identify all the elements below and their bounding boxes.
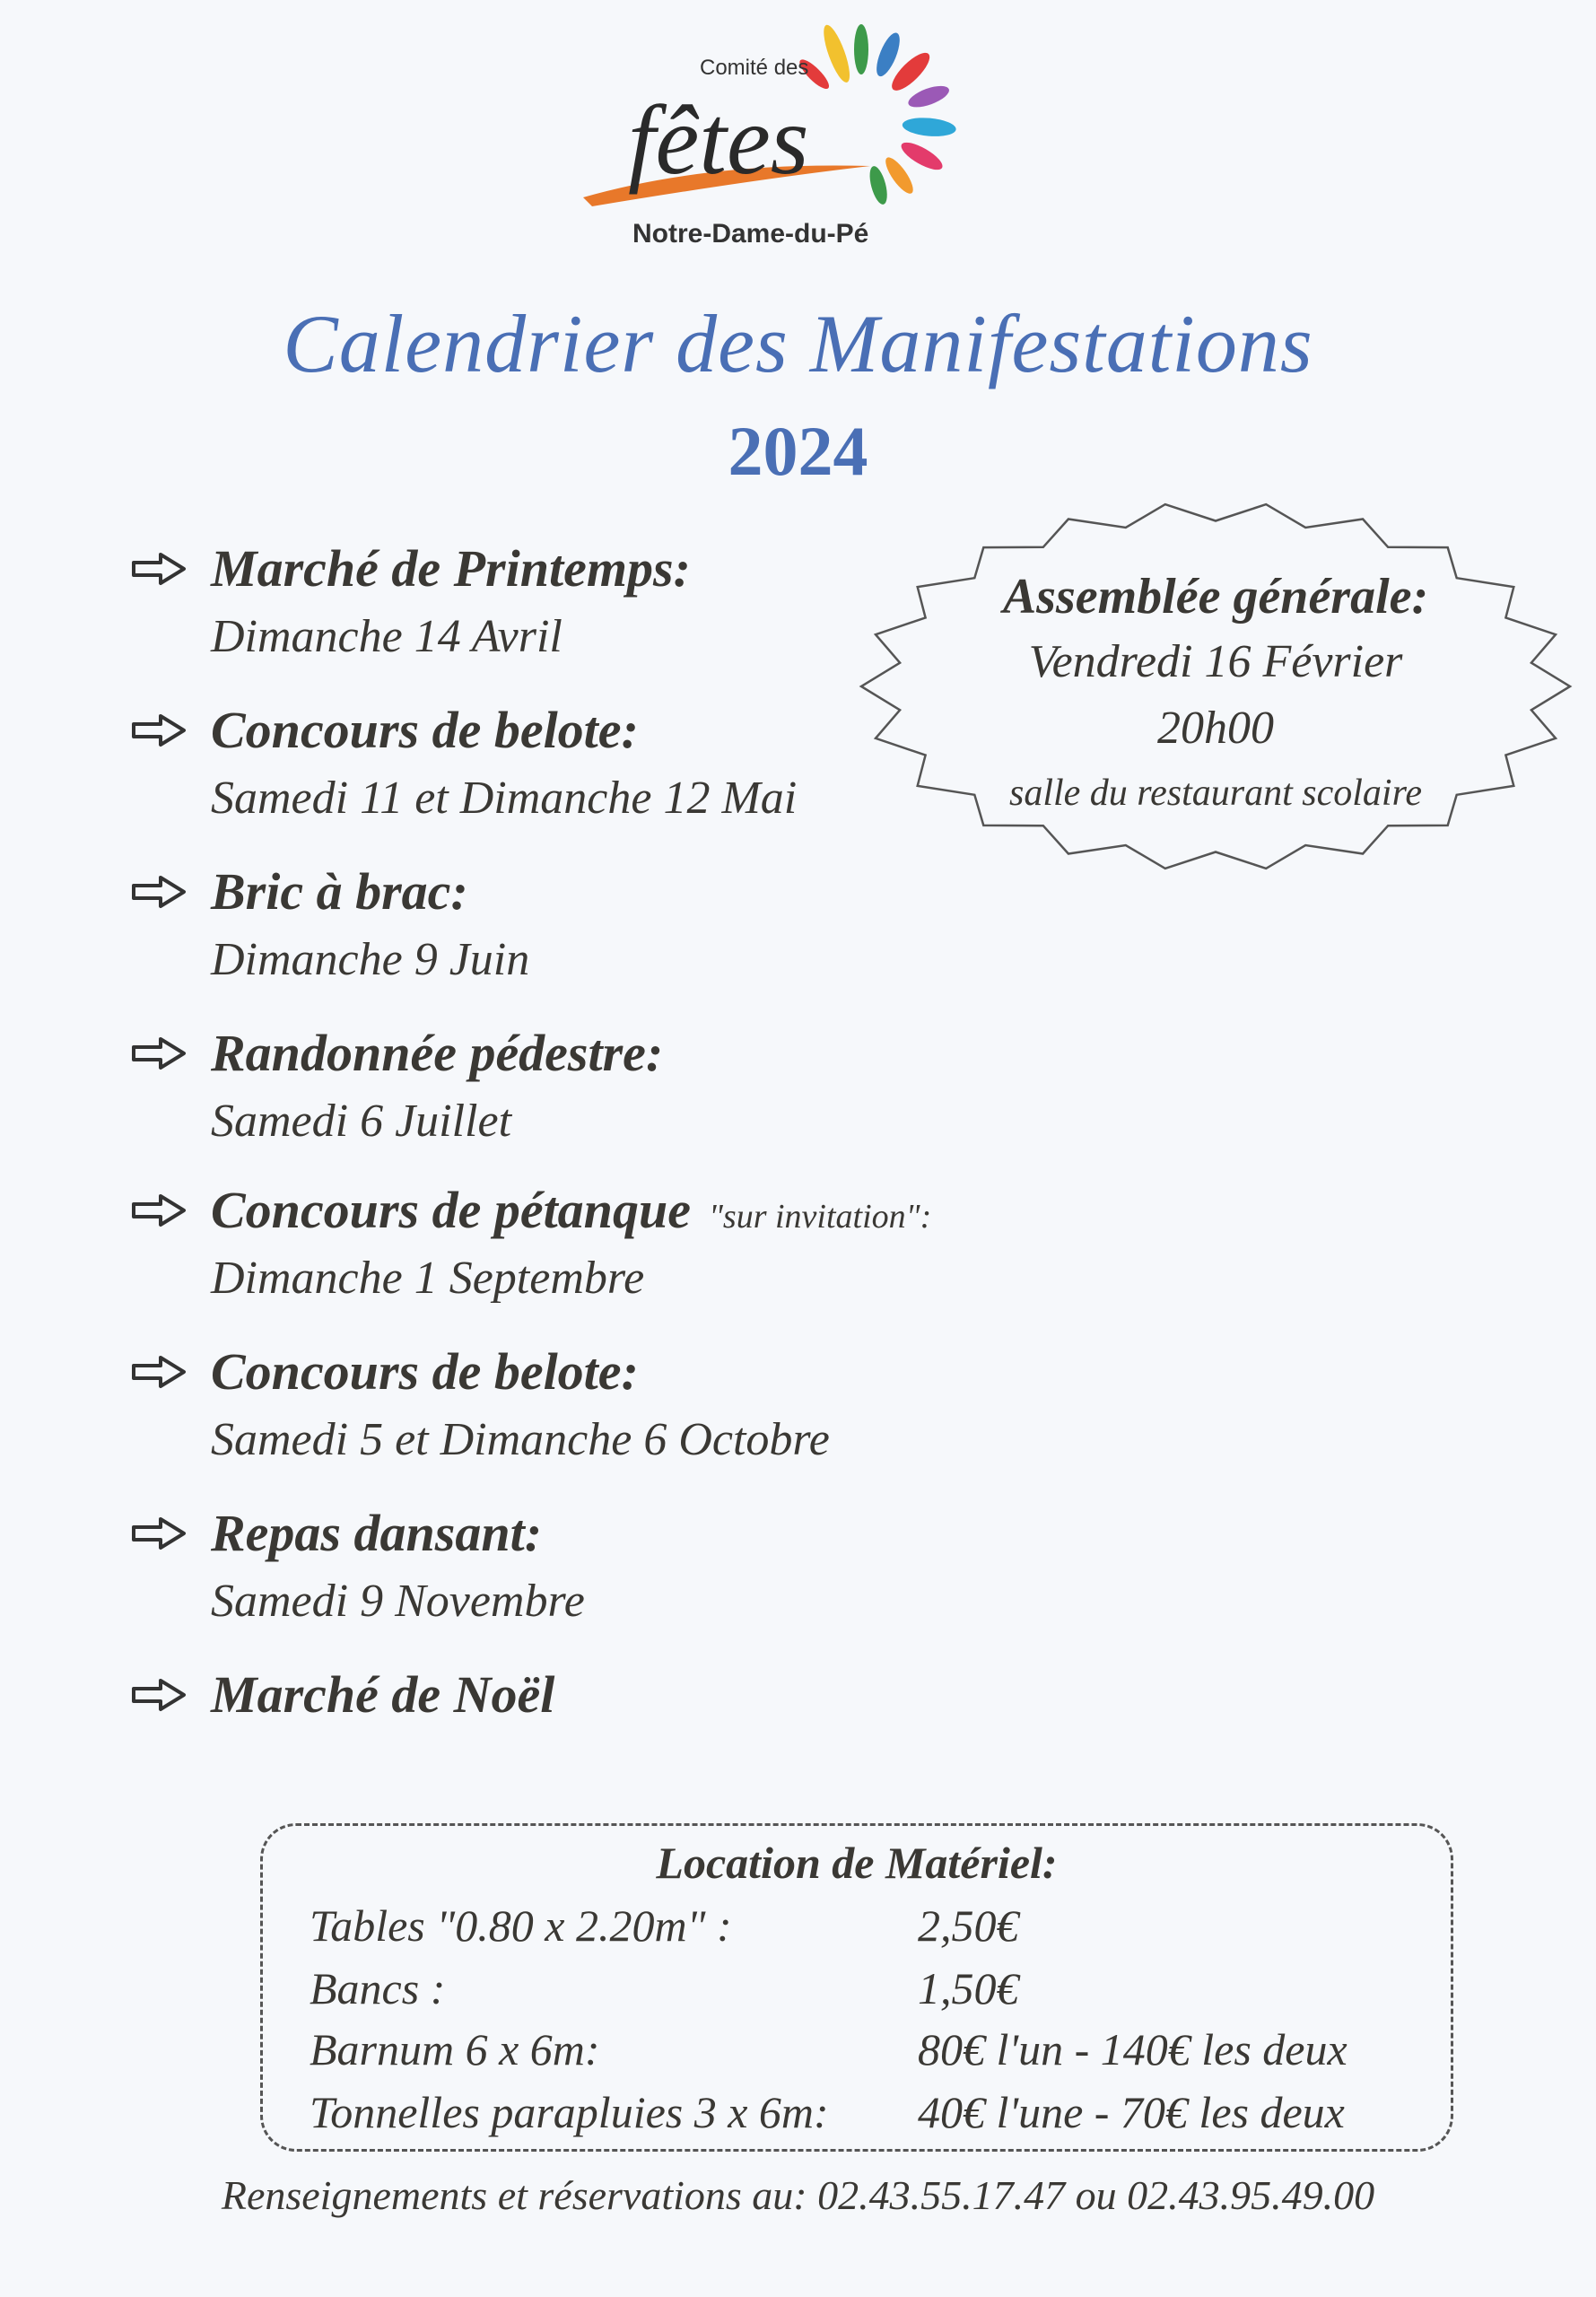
arrow-right-outline-icon (130, 874, 188, 910)
assembly-title: Assemblée générale: (1002, 569, 1429, 624)
page-year: 2024 (728, 412, 868, 490)
arrow-right-outline-icon (130, 1677, 188, 1713)
event-title: Marché de Noël (211, 1665, 555, 1724)
arrow-right-outline-icon (130, 712, 188, 748)
assembly-place: salle du restaurant scolaire (1008, 773, 1423, 814)
rental-item-price: 40€ l'une - 70€ les deux (918, 2087, 1345, 2137)
event-date: Samedi 6 Juillet (211, 1096, 512, 1147)
rental-box (260, 1823, 1453, 2152)
arrow-right-outline-icon (130, 1515, 188, 1551)
assembly-time: 20h00 (1157, 703, 1274, 754)
rental-item-label: Tonnelles parapluies 3 x 6m: (310, 2087, 829, 2137)
event-title (211, 1180, 931, 1240)
event-date: Dimanche 1 Septembre (211, 1253, 645, 1304)
event-title: Randonnée pédestre: (211, 1024, 664, 1082)
event-date: Dimanche 9 Juin (211, 934, 530, 985)
event-title: Concours de belote: (211, 701, 639, 759)
event-title: Concours de belote: (211, 1342, 639, 1401)
page-title: Calendrier des Manifestations (283, 298, 1313, 389)
event-title-text: Concours de pétanque (211, 1181, 691, 1239)
rental-title: Location de Matériel: (656, 1838, 1058, 1888)
svg-text:Notre-Dame-du-Pé: Notre-Dame-du-Pé (632, 219, 869, 249)
event-date: Samedi 5 et Dimanche 6 Octobre (211, 1414, 830, 1465)
logo (574, 13, 1023, 256)
svg-text:Comité des: Comité des (700, 56, 809, 80)
rental-item-price: 80€ l'un - 140€ les deux (918, 2024, 1347, 2074)
event-date: Samedi 11 et Dimanche 12 Mai (211, 773, 798, 824)
event-date: Dimanche 14 Avril (211, 611, 563, 662)
arrow-right-outline-icon (130, 1354, 188, 1390)
contact-footer: Renseignements et réservations au: 02.43.55.17.47 ou 02.43.95.49.00 (221, 2172, 1375, 2218)
event-note: "sur invitation": (708, 1198, 932, 1236)
assembly-callout (843, 489, 1588, 884)
assembly-date: Vendredi 16 Février (1028, 636, 1403, 687)
event-date: Samedi 9 Novembre (211, 1576, 585, 1627)
rental-item-label: Bancs : (310, 1963, 446, 2013)
rental-item-label: Barnum 6 x 6m: (310, 2024, 600, 2074)
rental-item-price: 2,50€ (918, 1900, 1019, 1951)
rental-item-price: 1,50€ (918, 1963, 1019, 2013)
arrow-right-outline-icon (130, 551, 188, 587)
event-title: Repas dansant: (211, 1504, 543, 1562)
arrow-right-outline-icon (130, 1035, 188, 1071)
event-title: Marché de Printemps: (211, 539, 691, 598)
event-title: Bric à brac: (211, 862, 468, 921)
logo-splash-icon (574, 13, 1023, 256)
rental-item-label: Tables "0.80 x 2.20m" : (310, 1900, 732, 1951)
svg-text:fêtes: fêtes (628, 85, 809, 195)
arrow-right-outline-icon (130, 1192, 188, 1228)
